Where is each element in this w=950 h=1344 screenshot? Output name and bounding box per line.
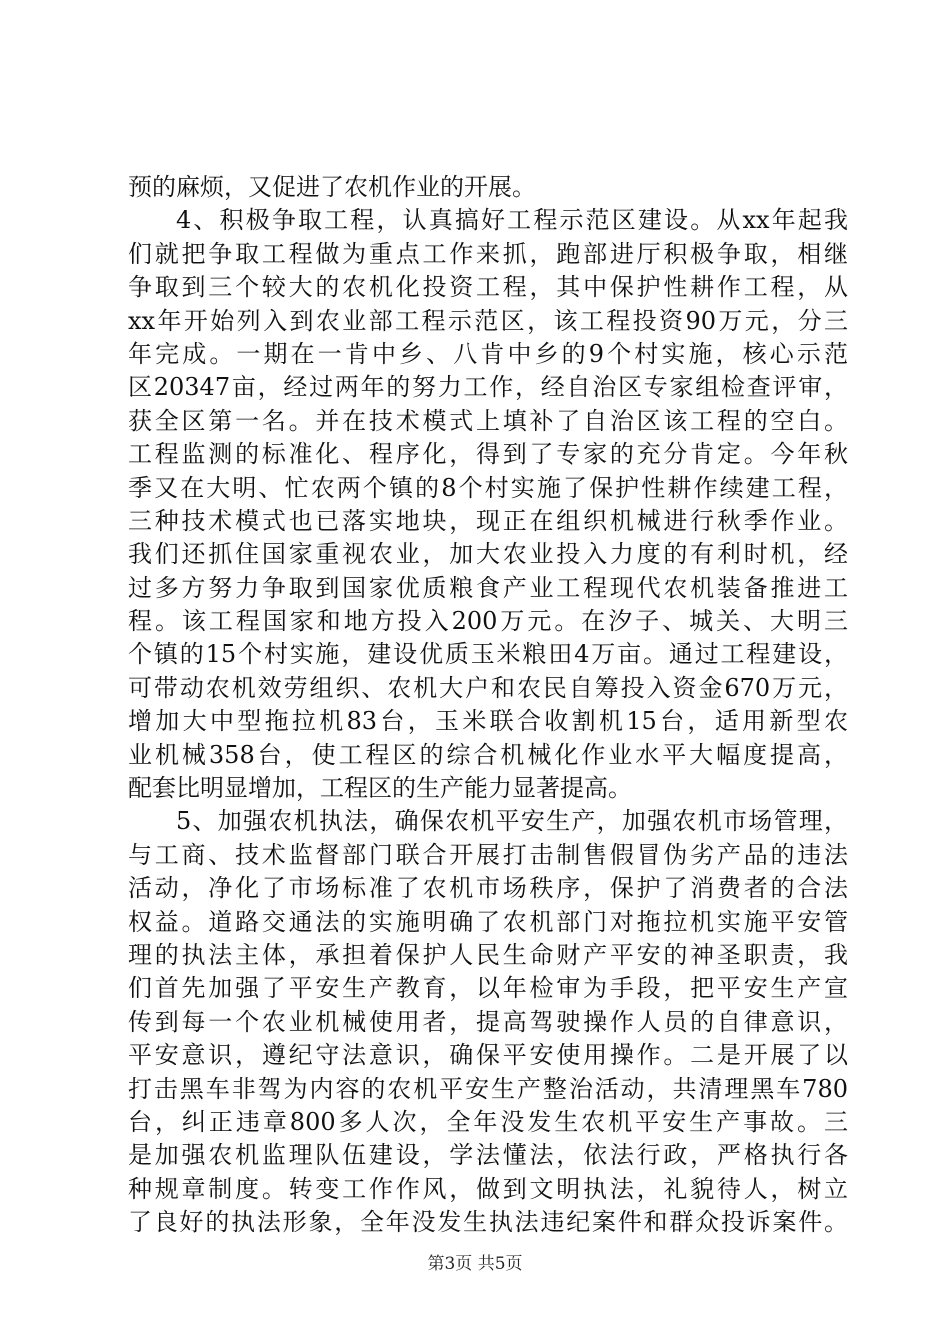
text-line: 我们还抓住国家重视农业，加大农业投入力度的有利时机，经 bbox=[128, 540, 848, 569]
text-line: 争取到三个较大的农机化投资工程，其中保护性耕作工程，从 bbox=[128, 273, 848, 302]
text-line: 打击黑车非驾为内容的农机平安生产整治活动，共清理黑车780 bbox=[128, 1074, 848, 1103]
text-line: 区20347亩，经过两年的努力工作，经自治区专家组检查评审， bbox=[128, 373, 848, 402]
text-line: 过多方努力争取到国家优质粮食产业工程现代农机装备推进工 bbox=[128, 573, 848, 602]
text-line: 年完成。一期在一肯中乡、八肯中乡的9个村实施，核心示范 bbox=[128, 339, 848, 368]
text-line: 工程监测的标准化、程序化，得到了专家的充分肯定。今年秋 bbox=[128, 440, 848, 469]
text-line: 种规章制度。转变工作作风，做到文明执法，礼貌待人，树立 bbox=[128, 1174, 848, 1203]
text-line: 可带动农机效劳组织、农机大户和农民自筹投入资金670万元， bbox=[128, 673, 848, 702]
text-line: 三种技术模式也已落实地块，现正在组织机械进行秋季作业。 bbox=[128, 506, 848, 535]
text-line: 是加强农机监理队伍建设，学法懂法，依法行政，严格执行各 bbox=[128, 1141, 848, 1170]
text-line: 传到每一个农业机械使用者，提高驾驶操作人员的自律意识， bbox=[128, 1007, 848, 1036]
text-line: 们首先加强了平安生产教育，以年检审为手段，把平安生产宣 bbox=[128, 974, 848, 1003]
text-line: 了良好的执法形象，全年没发生执法违纪案件和群众投诉案件。 bbox=[128, 1208, 848, 1237]
body-text bbox=[128, 171, 848, 1240]
text-line: 业机械358台，使工程区的综合机械化作业水平大幅度提高， bbox=[128, 740, 848, 769]
text-line: 季又在大明、忙农两个镇的8个村实施了保护性耕作续建工程， bbox=[128, 473, 848, 502]
text-line: 与工商、技术监督部门联合开展打击制售假冒伪劣产品的违法 bbox=[128, 840, 848, 869]
text-line: xx年开始列入到农业部工程示范区，该工程投资90万元，分三 bbox=[128, 306, 848, 335]
text-line: 理的执法主体，承担着保护人民生命财产平安的神圣职责，我 bbox=[128, 940, 848, 969]
text-line: 们就把争取工程做为重点工作来抓，跑部进厅积极争取，相继 bbox=[128, 239, 848, 268]
text-line: 活动，净化了市场标准了农机市场秩序，保护了消费者的合法 bbox=[128, 874, 848, 903]
text-line: 个镇的15个村实施，建设优质玉米粮田4万亩。通过工程建设， bbox=[128, 640, 848, 669]
text-line: 权益。道路交通法的实施明确了农机部门对拖拉机实施平安管 bbox=[128, 907, 848, 936]
text-line: 配套比明显增加，工程区的生产能力显著提高。 bbox=[128, 774, 632, 803]
text-line: 台，纠正违章800多人次，全年没发生农机平安生产事故。三 bbox=[128, 1107, 848, 1136]
text-line: 程。该工程国家和地方投入200万元。在汐子、城关、大明三 bbox=[128, 607, 848, 636]
text-line: 预的麻烦，又促进了农机作业的开展。 bbox=[128, 173, 536, 201]
paragraph-5-start: 5、加强农机执法，确保农机平安生产，加强农机市场管理， bbox=[176, 807, 848, 836]
paragraph-4-start: 4、积极争取工程，认真搞好工程示范区建设。从xx年起我 bbox=[176, 206, 848, 235]
page-number-footer: 第3页 共5页 bbox=[427, 1254, 523, 1274]
text-line: 平安意识，遵纪守法意识，确保平安使用操作。二是开展了以 bbox=[128, 1041, 848, 1070]
text-line: 增加大中型拖拉机83台，玉米联合收割机15台，适用新型农 bbox=[128, 707, 848, 736]
text-line: 获全区第一名。并在技术模式上填补了自治区该工程的空白。 bbox=[128, 406, 848, 435]
